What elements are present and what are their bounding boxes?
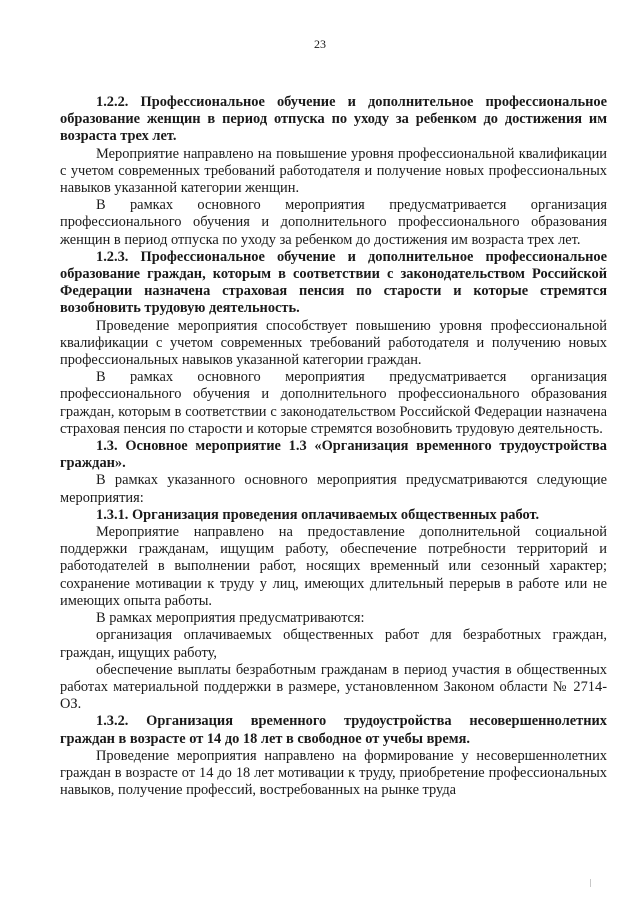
paragraph: В рамках основного мероприятия предусматривается организация профессионального обучения и дополнительного профессионального образования граждан, которым в соответствии с законодательством Российской Федерации назначена страховая пенсия по старости и которые стремятся возобновить трудовую деятельность.: [60, 369, 607, 437]
page-number: 23: [314, 37, 326, 51]
section-heading-1-2-2: 1.2.2. Профессиональное обучение и дополнительное профессиональное образование женщин в период отпуска по уходу за ребенком до достижения им возраста трех лет.: [60, 94, 607, 145]
scan-mark: [590, 879, 591, 887]
paragraph: Проведение мероприятия способствует повышению уровня профессиональной квалификации с учетом современных требований работодателя и получению новых профессиональных навыков указанной категории граждан.: [60, 317, 607, 369]
paragraph: В рамках основного мероприятия предусматривается организация профессионального обучения и дополнительного профессионального образования женщин в период отпуска по уходу за ребенком до достижения им возраста трех лет.: [60, 197, 607, 248]
list-item: организация оплачиваемых общественных работ для безработных граждан, граждан, ищущих работу,: [60, 627, 607, 661]
section-heading-1-3: 1.3. Основное мероприятие 1.3 «Организация временного трудоустройства граждан».: [60, 438, 607, 472]
paragraph: Мероприятие направлено на предоставление дополнительной социальной поддержки гражданам, ищущим работу, обеспечение потребности территорий и работодателей в выполнении работ, носящих временный или сезонный характер; сохранение мотивации к труду у лиц, имеющих длительный перерыв в работе или не имеющих опыта работы.: [60, 524, 607, 609]
section-heading-1-3-1: 1.3.1. Организация проведения оплачиваемых общественных работ.: [96, 506, 540, 523]
paragraph: Мероприятие направлено на повышение уровня профессиональной квалификации с учетом современных требований работодателя и получение новых профессиональных навыков указанной категории женщин.: [60, 145, 607, 197]
section-heading-1-3-2: 1.3.2. Организация временного трудоустройства несовершеннолетних граждан в возрасте от 14 до 18 лет в свободное от учебы время.: [60, 713, 607, 747]
paragraph: В рамках мероприятия предусматриваются:: [96, 610, 365, 627]
paragraph: В рамках указанного основного мероприятия предусматриваются следующие мероприятия:: [60, 472, 607, 506]
list-item: обеспечение выплаты безработным гражданам в период участия в общественных работах материальной поддержки в размере, установленном Законом области № 2714-ОЗ.: [60, 661, 607, 713]
document-body: [60, 94, 607, 799]
paragraph: Проведение мероприятия направлено на формирование у несовершеннолетних граждан в возрасте от 14 до 18 лет мотивации к труду, приобретение профессиональных навыков, получение профессий, востребованных на рынке труда: [60, 747, 607, 799]
section-heading-1-2-3: 1.2.3. Профессиональное обучение и дополнительное профессиональное образование граждан, которым в соответствии с законодательством Российской Федерации назначена страховая пенсия по старости и которые стремятся возобновить трудовую деятельность.: [60, 248, 607, 317]
